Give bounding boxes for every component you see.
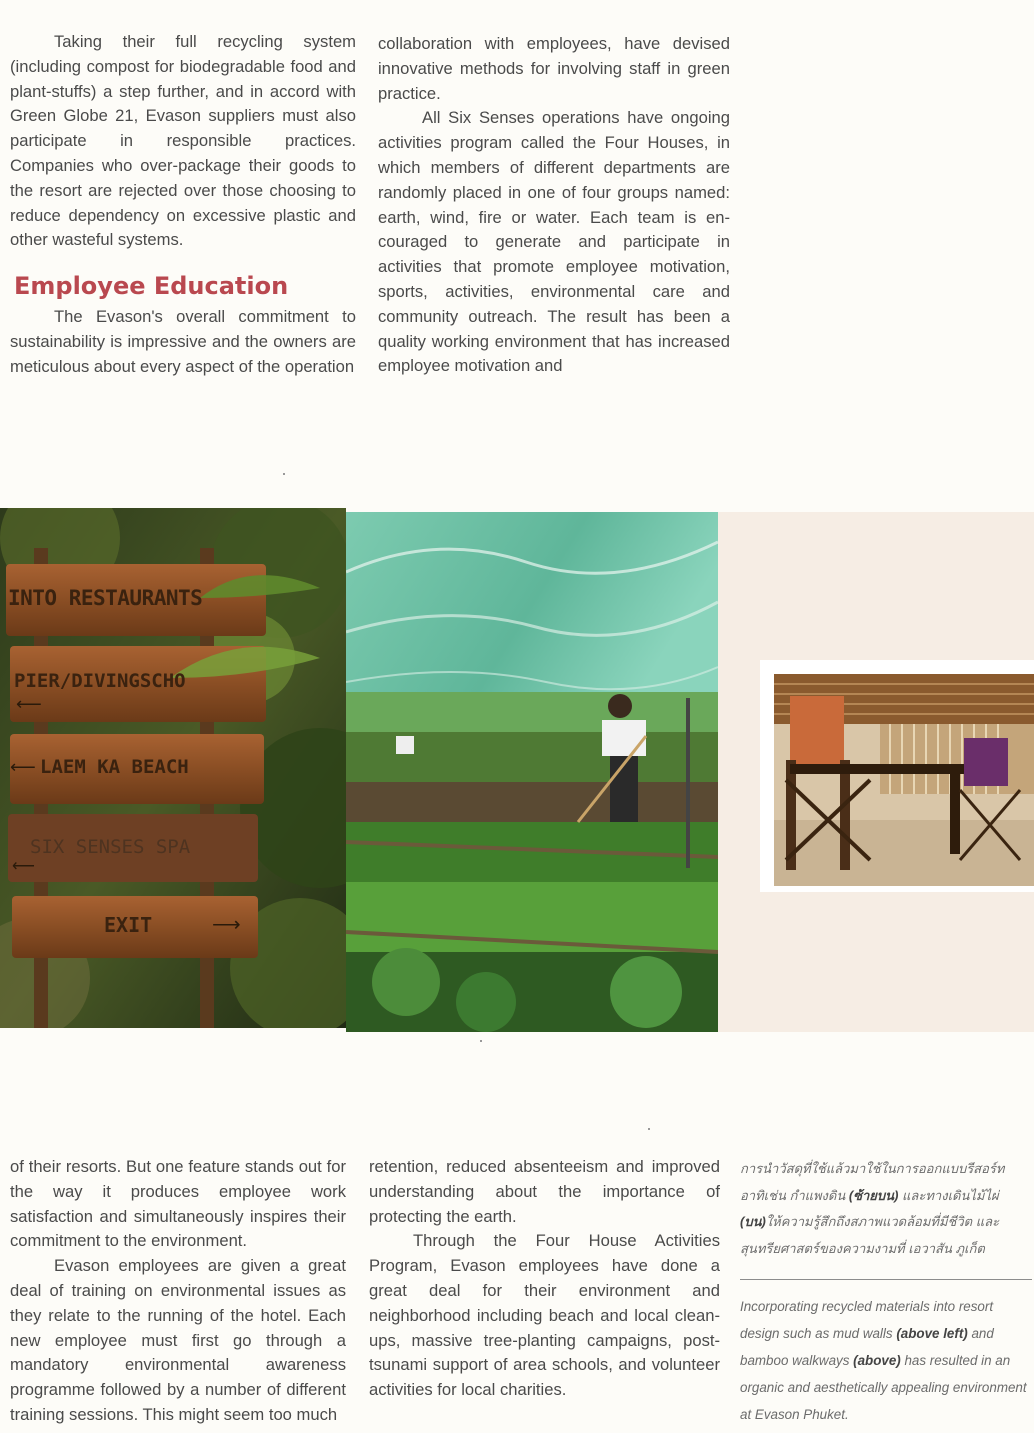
paragraph: collaboration with employees, have devised innovative methods for involving staff in green practice. xyxy=(378,34,730,103)
caption-english xyxy=(740,1293,1032,1428)
caption-emphasis: (ซ้ายบน) xyxy=(848,1187,899,1203)
photo-plant-nursery xyxy=(346,512,718,1032)
arrow-left-icon: ⟵ xyxy=(12,858,35,875)
bottom-column-right xyxy=(369,1155,720,1403)
sign-label-5: EXIT xyxy=(104,913,153,937)
caption-thai xyxy=(740,1156,1030,1262)
arrow-left-icon: ⟵ xyxy=(16,694,42,714)
caption-divider xyxy=(740,1279,1032,1280)
print-speck xyxy=(480,1040,482,1042)
caption-emphasis: (บน) xyxy=(740,1214,766,1229)
bottom-column-left xyxy=(10,1155,346,1428)
photo-bamboo-walkway xyxy=(760,660,1034,892)
paragraph: Taking their full recycling system (including compost for biodegradable food and plant-stuffs) a step further, and in accord with Green Globe 21, Evason suppliers must also participate in responsible practices. Companies who over-package their goods to the resort are rejected over those choosing to reduce dependency on excessive plastic and other wasteful systems. xyxy=(10,32,356,250)
arrow-left-icon: ⟵ xyxy=(10,757,36,777)
photo-wooden-signs xyxy=(0,508,346,1028)
caption-text: Incorporating recycled materials into resort design such as mud walls xyxy=(740,1299,994,1341)
sign-label-3: LAEM KA BEACH xyxy=(40,756,189,778)
paragraph: Evason employees are given a great deal of training on environmental issues as they relate to the running of the hotel. Each new employee must first go through a mandatory environmental awareness programme followed by a number of different training sessions. This might seem too much xyxy=(10,1256,346,1424)
nursery-illustration xyxy=(346,512,718,1032)
paragraph: All Six Senses operations have ongoing activities program called the Four Houses, in which members of different departments are randomly placed in one of four groups named: earth, wind, fire or water. Each team is en-couraged to generate and participate in activities that promote employee motivation, sports, activities, environmental care and community outreach. The result has been a quality working environment that has increased employee motivation and xyxy=(378,108,730,376)
paragraph: retention, reduced absenteeism and improved understanding about the importance of protecting the earth. xyxy=(369,1157,720,1226)
sign-label-2: PIER/DIVINGSCHO xyxy=(14,670,186,692)
print-speck xyxy=(283,473,285,475)
caption-emphasis: (above left) xyxy=(896,1326,968,1341)
caption-text: has resulted in an organic and aesthetically appealing environment at Evason Phuket. xyxy=(740,1353,1027,1422)
paragraph: of their resorts. But one feature stands out for the way it produces employee work satisfaction and simultaneously inspires their commitment to the environment. xyxy=(10,1157,346,1251)
caption-text: and bamboo walkways xyxy=(740,1326,994,1368)
caption-text: ให้ความรู้สึกถึงสภาพแวดล้อมที่มีชีวิต และสุนทรียศาสตร์ของความงามที่ เอวาสัน ภูเก็ต xyxy=(740,1214,1000,1256)
print-speck xyxy=(648,1128,650,1130)
caption-text: และทางเดินไม้ไผ่ xyxy=(898,1187,999,1203)
caption-emphasis: (above) xyxy=(853,1353,901,1368)
sign-label-1: INTO RESTAURANTS xyxy=(8,586,203,610)
section-heading: Employee Education xyxy=(14,272,289,301)
sign-label-4: SIX SENSES SPA xyxy=(30,836,191,858)
walkway-illustration xyxy=(760,660,1034,892)
arrow-right-icon: ⟶ xyxy=(212,914,241,936)
paragraph: Through the Four House Activities Program, Evason employees have done a great deal for their environment and neighborhood including beach and local clean-ups, massive tree-planting campaigns, post-tsunami support of area schools, and volunteer activities for local charities. xyxy=(369,1231,720,1400)
caption-text: การนำวัสดุที่ใช้แล้วมาใช้ในการออกแบบรีสอร์ท อาทิเช่น กำแพงดิน xyxy=(740,1161,1005,1203)
top-column-right xyxy=(378,32,730,379)
top-column-left xyxy=(10,30,356,380)
paragraph: The Evason's overall commitment to sustainability is impressive and the owners are meticulous about every aspect of the operation xyxy=(10,307,356,376)
